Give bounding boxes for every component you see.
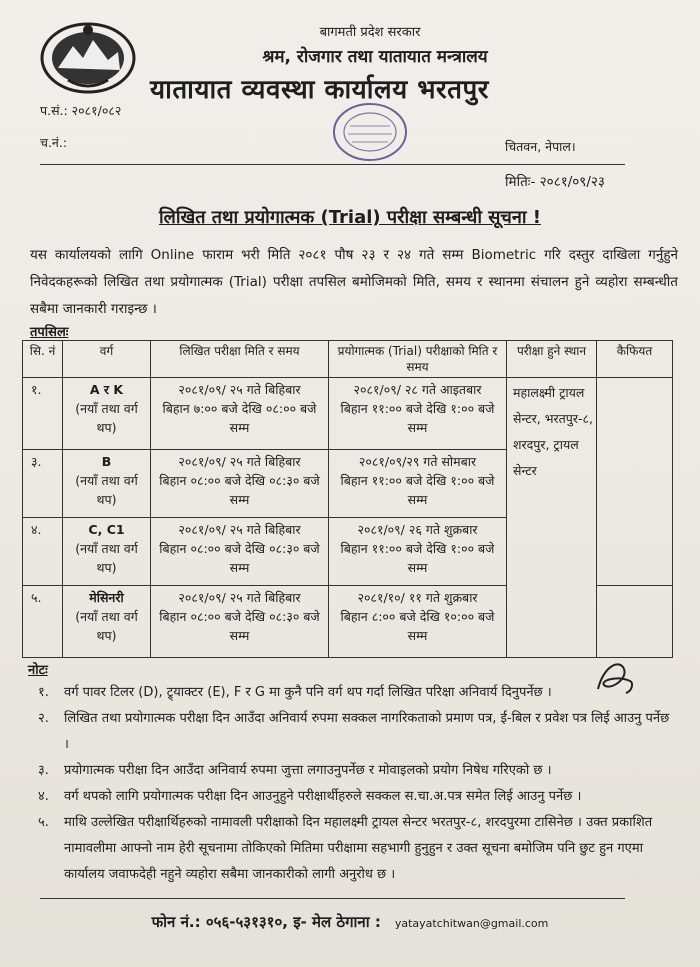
list-item: १. वर्ग पावर टिलर (D), ट्र्याक्टर (E), F र G मा कुनै पनि वर्ग थप गर्दा लिखित परिक्षा अनिवार्य दिनुपर्नेछ । — [38, 685, 552, 700]
row-written: २०८१/०९/ २५ गते बिहिबार बिहान ७:०० बजे देखि ०८:०० बजे सम्म — [151, 378, 329, 450]
row-category: मेसिनरी (नयाँ तथा वर्ग थप) — [63, 586, 151, 658]
header-sn: सि. नं — [23, 341, 63, 378]
row-category: B (नयाँ तथा वर्ग थप) — [63, 450, 151, 518]
row-trial: २०८१/०९/ २६ गते शुक्रबार बिहान ११:०० बजे देखि १:०० बजे सम्म — [329, 518, 507, 586]
notice-body: यस कार्यालयको लागि Online फाराम भरी मिति २०८१ पौष २३ र २४ गते सम्म Biometric गरि दस्तुर दाखिला गर्नुहुने निवेदकहरूको लिखित तथा प्रयोगात्मक (Trial) परीक्षा तपसिल बमोजिमको मिति, समय र स्थानमा संचालन हुने व्यहोरा सम्बन्धीत सबैमा जानकारी गराइन्छ । — [30, 247, 678, 317]
cn-number: च.नं.: — [40, 135, 68, 150]
government-name: बागमती प्रदेश सरकार — [319, 25, 421, 40]
location: चितवन, नेपाल। — [505, 139, 576, 154]
table-row — [23, 378, 673, 450]
exam-schedule-table — [22, 340, 673, 658]
footer-contact — [0, 912, 700, 932]
list-item: ५. माथि उल्लेखित परीक्षार्थिहरुको नामावली परीक्षाको दिन महालक्ष्मी ट्रायल सेन्टर भरतपुर-८, शरदपुरमा टासिनेछ । उक्त प्रकाशित नामावलीमा आफ्नो नाम हेरी सूचनामा तोकिएको मितिमा परीक्षामा सहभागी हुनुहुन र उक्त सूचना बमोजिम पनि छुट हुन गएमा कार्यालय जवाफदेही नहुने व्यहोरा सबैमा जानकारीको लागी अनुरोध छ । — [38, 815, 653, 882]
notes-list — [38, 680, 678, 888]
header-written: लिखित परीक्षा मिति र समय — [151, 341, 329, 378]
row-written: २०८१/०९/ २५ गते बिहिबार बिहान ०८:०० बजे देखि ०८:३० बजे सम्म — [151, 450, 329, 518]
list-item: २. लिखित तथा प्रयोगात्मक परीक्षा दिन आउँदा अनिवार्य रुपमा सक्कल नागरिकताको प्रमाण पत्र, ई-बिल र प्रवेश पत्र लिई आउनु पर्नेछ । — [38, 711, 670, 752]
row-sn: १. — [23, 378, 63, 450]
ps-number: प.सं.: २०८१/०८२ — [40, 103, 122, 118]
row-category: C, C1 (नयाँ तथा वर्ग थप) — [63, 518, 151, 586]
row-trial: २०८१/०९/२९ गते सोमबार बिहान ११:०० बजे देखि १:०० बजे सम्म — [329, 450, 507, 518]
row-category: A र K (नयाँ तथा वर्ग थप) — [63, 378, 151, 450]
notice-title: लिखित तथा प्रयोगात्मक (Trial) परीक्षा सम्बन्धी सूचना ! — [159, 207, 541, 228]
table-header-row — [23, 341, 673, 378]
office-name: यातायात व्यवस्था कार्यालय भरतपुर — [150, 75, 489, 105]
office-stamp-icon — [330, 100, 410, 165]
tapsil-label: तपसिलः — [30, 325, 69, 340]
footer-phone: फोन नं.: ०५६-५३१३१०, इ- मेल ठेगाना : — [151, 913, 381, 931]
list-item: ३. प्रयोगात्मक परीक्षा दिन आउँदा अनिवार्य रुपमा जुत्ता लगाउनुपर्नेछ र मोवाइलको प्रयोग निषेध गरिएको छ । — [38, 763, 552, 778]
footer-divider — [40, 898, 625, 899]
header-category: वर्ग — [63, 341, 151, 378]
header-remarks: कैफियत — [597, 341, 673, 378]
remarks-cell — [597, 586, 673, 658]
remarks-cell — [597, 378, 673, 586]
row-written: २०८१/०९/ २५ गते बिहिबार बिहान ०८:०० बजे देखि ०८:३० बजे सम्म — [151, 586, 329, 658]
header-trial: प्रयोगात्मक (Trial) परीक्षाको मिति र समय — [329, 341, 507, 378]
venue-cell: महालक्ष्मी ट्रायल सेन्टर, भरतपुर-८, शरदपुर, ट्रायल सेन्टर — [507, 378, 597, 658]
list-item: ४. वर्ग थपको लागि प्रयोगात्मक परीक्षा दिन आउनुहुने परीक्षार्थीहरुले सक्कल स.चा.अ.पत्र समेत लिई आउनु पर्नेछ । — [38, 789, 582, 804]
notice-date: मितिः- २०८१/०९/२३ — [505, 174, 605, 190]
ministry-name: श्रम, रोजगार तथा यातायात मन्त्रालय — [262, 47, 488, 67]
footer-email: yatayatchitwan@gmail.com — [394, 917, 549, 930]
row-sn: ४. — [23, 518, 63, 586]
row-sn: ३. — [23, 450, 63, 518]
header-venue: परीक्षा हुने स्थान — [507, 341, 597, 378]
row-trial: २०८१/१०/ ११ गते शुक्रबार बिहान ८:०० बजे देखि १०:०० बजे सम्म — [329, 586, 507, 658]
row-trial: २०८१/०९/ २८ गते आइतबार बिहान ११:०० बजे देखि १:०० बजे सम्म — [329, 378, 507, 450]
header-divider — [40, 164, 625, 165]
row-written: २०८१/०९/ २५ गते बिहिबार बिहान ०८:०० बजे देखि ०८:३० बजे सम्म — [151, 518, 329, 586]
notes-label: नोटः — [28, 663, 48, 678]
row-sn: ५. — [23, 586, 63, 658]
